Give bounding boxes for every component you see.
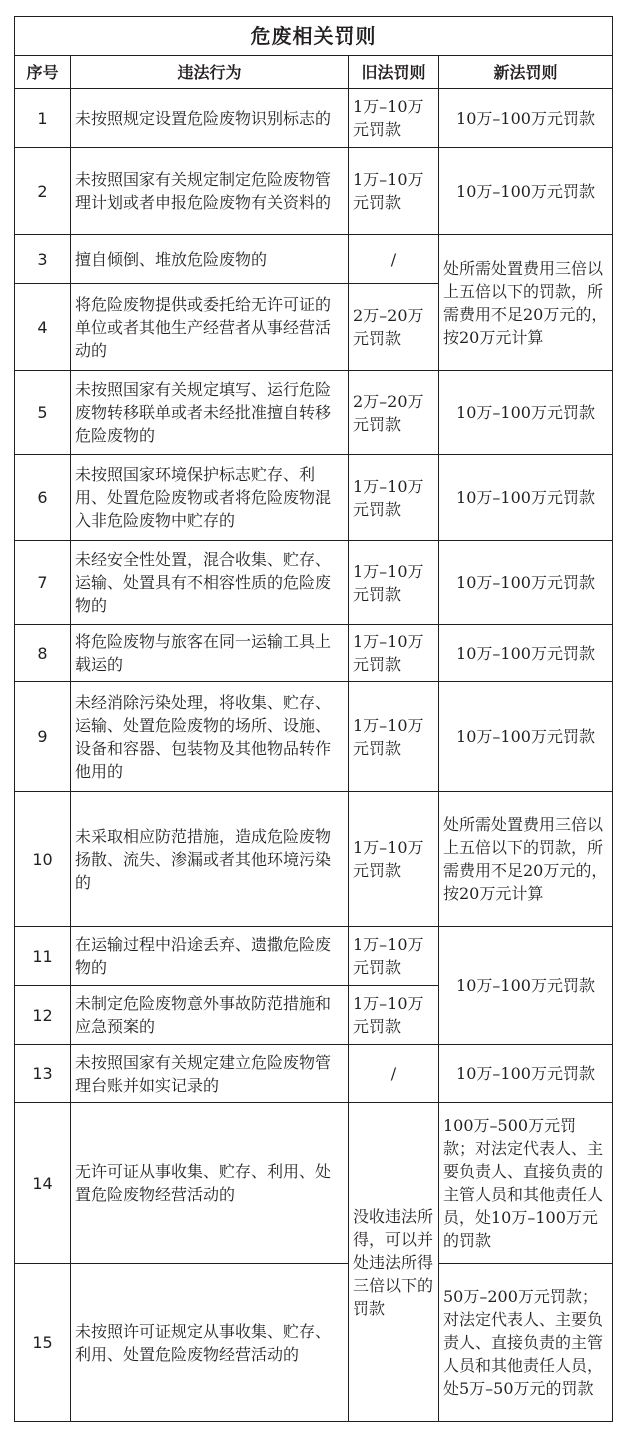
- table-row: [15, 927, 613, 986]
- table-row: [15, 1264, 613, 1422]
- old-penalty-cell: 1万–10万元罚款: [349, 792, 439, 927]
- row-number: 15: [15, 1264, 71, 1422]
- old-penalty-cell: 2万–20万元罚款: [349, 371, 439, 455]
- old-penalty-cell: 1万–10万元罚款: [349, 455, 439, 541]
- row-number: 13: [15, 1045, 71, 1103]
- table-row: [15, 235, 613, 284]
- table-row: [15, 682, 613, 792]
- old-penalty-cell: 1万–10万元罚款: [349, 682, 439, 792]
- header-act: 违法行为: [71, 56, 349, 89]
- header-row: [15, 56, 613, 89]
- table-row: [15, 371, 613, 455]
- row-number: 7: [15, 541, 71, 625]
- title-row: [15, 17, 613, 56]
- violation-cell: 在运输过程中沿途丢弃、遗撒危险废物的: [71, 927, 349, 986]
- violation-cell: 将危险废物与旅客在同一运输工具上载运的: [71, 625, 349, 682]
- row-number: 1: [15, 89, 71, 148]
- row-number: 9: [15, 682, 71, 792]
- row-number: 10: [15, 792, 71, 927]
- violation-cell: 未按照许可证规定从事收集、贮存、利用、处置危险废物经营活动的: [71, 1264, 349, 1422]
- old-penalty-cell: 1万–10万元罚款: [349, 986, 439, 1045]
- new-penalty-cell: 50万–200万元罚款；对法定代表人、主要负责人、直接负责的主管人员和其他责任人员，处5万–50万元的罚款: [439, 1264, 613, 1422]
- violation-cell: 擅自倾倒、堆放危险废物的: [71, 235, 349, 284]
- new-penalty-cell: 处所需处置费用三倍以上五倍以下的罚款，所需费用不足20万元的，按20万元计算: [439, 235, 613, 371]
- row-number: 14: [15, 1103, 71, 1264]
- new-penalty-cell: 10万–100万元罚款: [439, 148, 613, 235]
- violation-cell: 未按照国家有关规定制定危险废物管理计划或者申报危险废物有关资料的: [71, 148, 349, 235]
- header-old: 旧法罚则: [349, 56, 439, 89]
- violation-cell: 未制定危险废物意外事故防范措施和应急预案的: [71, 986, 349, 1045]
- new-penalty-cell: 10万–100万元罚款: [439, 541, 613, 625]
- old-penalty-cell: /: [349, 235, 439, 284]
- old-penalty-cell: 1万–10万元罚款: [349, 927, 439, 986]
- new-penalty-cell: 100万–500万元罚款；对法定代表人、主要负责人、直接负责的主管人员和其他责任人员，处10万–100万元的罚款: [439, 1103, 613, 1264]
- table-row: [15, 89, 613, 148]
- violation-cell: 未采取相应防范措施，造成危险废物扬散、流失、渗漏或者其他环境污染的: [71, 792, 349, 927]
- old-penalty-cell: 1万–10万元罚款: [349, 625, 439, 682]
- table-row: [15, 1045, 613, 1103]
- new-penalty-cell: 处所需处置费用三倍以上五倍以下的罚款，所需费用不足20万元的，按20万元计算: [439, 792, 613, 927]
- violation-cell: 未按照规定设置危险废物识别标志的: [71, 89, 349, 148]
- row-number: 4: [15, 284, 71, 371]
- new-penalty-cell: 10万–100万元罚款: [439, 1045, 613, 1103]
- new-penalty-cell: 10万–100万元罚款: [439, 455, 613, 541]
- table-row: [15, 625, 613, 682]
- violation-cell: 未按照国家有关规定填写、运行危险废物转移联单或者未经批准擅自转移危险废物的: [71, 371, 349, 455]
- new-penalty-cell: 10万–100万元罚款: [439, 682, 613, 792]
- old-penalty-cell: 2万–20万元罚款: [349, 284, 439, 371]
- new-penalty-cell: 10万–100万元罚款: [439, 371, 613, 455]
- table-row: [15, 792, 613, 927]
- row-number: 2: [15, 148, 71, 235]
- new-penalty-cell: 10万–100万元罚款: [439, 625, 613, 682]
- old-penalty-cell: 没收违法所得，可以并处违法所得三倍以下的罚款: [349, 1103, 439, 1422]
- table-row: [15, 541, 613, 625]
- old-penalty-cell: 1万–10万元罚款: [349, 148, 439, 235]
- old-penalty-cell: 1万–10万元罚款: [349, 541, 439, 625]
- table-row: [15, 148, 613, 235]
- row-number: 8: [15, 625, 71, 682]
- violation-cell: 未按照国家环境保护标志贮存、利用、处置危险废物或者将危险废物混入非危险废物中贮存的: [71, 455, 349, 541]
- row-number: 5: [15, 371, 71, 455]
- header-no: 序号: [15, 56, 71, 89]
- table-title: 危废相关罚则: [15, 17, 613, 56]
- violation-cell: 将危险废物提供或委托给无许可证的单位或者其他生产经营者从事经营活动的: [71, 284, 349, 371]
- new-penalty-cell: 10万–100万元罚款: [439, 927, 613, 1045]
- new-penalty-cell: 10万–100万元罚款: [439, 89, 613, 148]
- violation-cell: 无许可证从事收集、贮存、利用、处置危险废物经营活动的: [71, 1103, 349, 1264]
- old-penalty-cell: 1万–10万元罚款: [349, 89, 439, 148]
- table-row: [15, 455, 613, 541]
- row-number: 6: [15, 455, 71, 541]
- violation-cell: 未经消除污染处理，将收集、贮存、运输、处置危险废物的场所、设施、设备和容器、包装物及其他物品转作他用的: [71, 682, 349, 792]
- violation-cell: 未按照国家有关规定建立危险废物管理台账并如实记录的: [71, 1045, 349, 1103]
- table-row: [15, 1103, 613, 1264]
- row-number: 11: [15, 927, 71, 986]
- violation-cell: 未经安全性处置，混合收集、贮存、运输、处置具有不相容性质的危险废物的: [71, 541, 349, 625]
- old-penalty-cell: /: [349, 1045, 439, 1103]
- row-number: 3: [15, 235, 71, 284]
- penalty-table: [14, 16, 613, 1422]
- header-new: 新法罚则: [439, 56, 613, 89]
- row-number: 12: [15, 986, 71, 1045]
